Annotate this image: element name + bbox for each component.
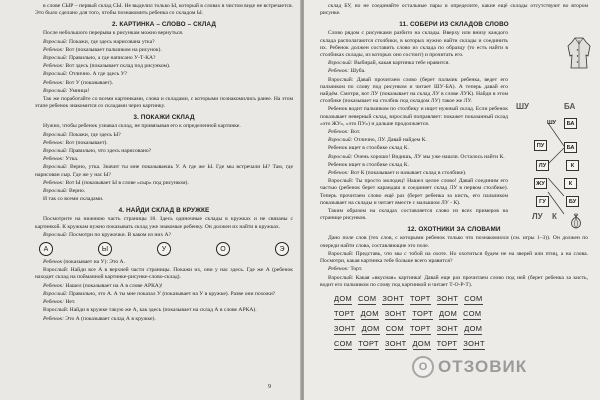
dialog-line <box>320 129 508 136</box>
speaker: Взрослый: <box>43 188 68 195</box>
section-12-intro: Дано поле слов (тех слов, с которыми ребенок только что познакомился (см. игры 1–3)). Он должен по очереди найти слова, составляющие это поле. <box>320 235 588 249</box>
word-syllable-bottom-left: ЛУ <box>532 212 543 222</box>
speaker: Взрослый: <box>328 137 353 144</box>
syllable-circle: О <box>216 242 230 256</box>
dialog-line <box>320 68 508 75</box>
dialog-line <box>35 88 293 95</box>
dialog-text: Отлично, ЛУ. Давай найдем К. <box>353 137 427 144</box>
syllable-diagram <box>506 104 590 232</box>
dialog-line <box>35 71 293 78</box>
dialog-text: Вот. <box>350 129 361 136</box>
word-syllable-left: ШУ <box>516 102 530 112</box>
speaker: Ребенок <box>43 259 63 266</box>
column-1-syllable: ЖУ <box>534 178 547 189</box>
word-item: ЗОНТ <box>384 308 407 318</box>
dialog-text: Шуба. <box>350 68 366 75</box>
dialog-text: Вот У (показывает). <box>65 79 114 86</box>
coat-column-syllable: БА <box>564 118 577 129</box>
word-item: ДОМ <box>439 308 458 318</box>
word-field <box>320 294 588 350</box>
dialog-text: Правильно, что здесь нарисовано? <box>68 148 152 155</box>
speaker: Взрослый: <box>43 71 68 78</box>
section-3-outro: И так со всеми складами. <box>43 196 104 203</box>
column-2-syllable: БУ <box>566 196 579 207</box>
word-item: СОМ <box>385 323 404 333</box>
word-item: ЗОНТ <box>436 323 459 333</box>
dialog-line <box>35 39 293 46</box>
dialog-text: Верно. <box>68 188 86 195</box>
column-2-syllable: БА <box>564 142 577 153</box>
dialog-text: Правильно, а где написано У-Т-КА? <box>68 55 156 62</box>
speaker: Взрослый: <box>43 148 68 155</box>
syllable-circle: Ы <box>98 242 112 256</box>
dialog-line <box>35 283 293 290</box>
dialog-line <box>35 47 293 54</box>
speaker: Взрослый: <box>43 131 68 138</box>
dialog-line <box>35 291 293 298</box>
word-item: ДОМ <box>334 293 353 303</box>
speaker: Взрослый: <box>43 87 68 94</box>
word-line <box>334 294 588 305</box>
dialog-text: Вот (показывает пальчиком на рисунок). <box>65 46 162 53</box>
onion-icon <box>568 212 584 230</box>
dialog-text: Выбирай, какая картинка тебе нравится. <box>353 60 450 67</box>
paragraph: Взрослый: Представь, что мы с тобой на охоте. Но охотиться будем не на зверей или птиц, а на слова. Посмотри, какая картинка тебе больше всего нравится? <box>320 250 588 265</box>
speaker: Ребенок: <box>43 179 64 186</box>
speaker: Ребенок: <box>43 79 64 86</box>
word-item: ЗОНТ <box>382 293 404 303</box>
dialog-line <box>320 170 508 177</box>
syllable-circle: Э <box>275 242 289 256</box>
speaker: Ребенок: <box>43 156 64 163</box>
dialog-line <box>35 299 293 306</box>
section-11-text <box>320 30 508 222</box>
dialog-text: Это А (показывает склад А в кружке). <box>65 315 156 322</box>
syllable-circle: У <box>157 242 171 256</box>
fur-coat-illustration <box>566 36 592 70</box>
speaker: Ребенок: <box>328 129 349 136</box>
word-item: ЗОНТ <box>463 338 485 348</box>
section-4-intro: Посмотрите на нижнюю часть страницы 18. Здесь одиночные склады в кружках и не связаны с картинкой. К кружкам нужно показывать склад уже знакомые ребенку. Он должен их найти в кружках. <box>35 216 293 230</box>
dialog-line <box>35 132 293 139</box>
paragraph: Таким образом на складах составляется слово из всех примеров на странице рисунков. <box>320 208 508 222</box>
speaker: Взрослый: <box>43 164 68 171</box>
dialog-text: Вот Ы (показывает Ы в слове «сыр» под рисунком). <box>65 179 189 186</box>
speaker: Взрослый: <box>43 38 68 45</box>
dialog-text: (показывает на У): Это А. <box>63 259 125 266</box>
dialog-line <box>320 266 588 273</box>
word-syllable-bottom-right: К <box>552 212 557 222</box>
right-page <box>304 0 600 400</box>
speaker: Ребенок: <box>43 63 64 70</box>
dialog-text: Торт. <box>350 266 363 273</box>
watermark-text: ОТЗОВИК <box>438 357 528 376</box>
dialog-text: Нет. <box>65 299 76 306</box>
word-item: СОМ <box>358 293 377 303</box>
word-item: ТОРТ <box>334 308 355 318</box>
dialog-line <box>35 156 293 163</box>
section-11-title: 11. СОБЕРИ ИЗ СКЛАДОВ СЛОВО <box>399 21 509 29</box>
paragraph: Взрослый: Найди в кружке такую же А, как здесь (показывает на склад А в слове АРКА). <box>43 307 257 314</box>
paragraph: Взрослый: Какая «вкусная» картинка! Давай еще раз прочитаем слово под ней (берет ребенка за кисть, водит его пальчиком по слову под картинкой и читает Т-О-Р-Т). <box>320 274 588 288</box>
column-1-syllable: ПУ <box>534 140 547 151</box>
column-2-syllable: К <box>564 178 577 189</box>
dialog-text: Верно, утка. Значит ты мне показываешь У. А где же Ы. Где мы встречали Ы? Там, где нарисован сыр. Где же у нас Ы? <box>35 164 293 178</box>
dialog-text: Вот (показывает). <box>65 139 108 146</box>
word-line <box>334 324 588 335</box>
dialog-line <box>35 316 293 323</box>
paragraph: Взрослый: Найди все А в верхней части страницы. Покажи их, они у нас здесь. Где же А (ребенок находит склад на пойманной картинке-рисунке-слово-склад). <box>35 267 293 281</box>
speaker: Ребенок: <box>43 282 64 289</box>
word-item: ТОРТ <box>410 293 431 303</box>
word-item: ТОРТ <box>436 338 458 348</box>
section-4-title: 4. НАЙДИ СКЛАД В КРУЖКЕ <box>118 207 210 215</box>
dialog-text: Умница! <box>68 87 90 94</box>
word-item: СОМ <box>463 308 482 318</box>
dialog-line <box>35 180 293 187</box>
section-2-outro: Так же поработайте со всеми картинками, слова и складами, с которыми познакомились ранее. На этом этапе ребенок знакомится со складами через картинку. <box>35 96 293 110</box>
section-2-title: 2. КАРТИНКА – СЛОВО – СКЛАД <box>111 21 217 29</box>
dialog-line <box>35 232 293 239</box>
dialog-line <box>35 55 293 62</box>
word-item: СОМ <box>464 293 483 303</box>
column-1-syllable: ЛУ <box>536 160 549 171</box>
dialog-line <box>320 60 508 67</box>
dialog-text: Очень хорошо! Видишь, ЛУ мы уже нашли. Осталось найти К. <box>353 153 505 160</box>
speaker: Взрослый: <box>328 153 353 160</box>
section-3-title: 3. ПОКАЖИ СКЛАД <box>133 114 195 122</box>
dialog-line <box>35 63 293 70</box>
dialog-line <box>35 80 293 87</box>
word-item: ЗОНТ <box>384 338 407 348</box>
speaker: Взрослый: <box>43 55 68 62</box>
dialog-line <box>35 140 293 147</box>
paragraph: Ребенок ищет в столбике склад К. <box>328 161 409 168</box>
word-item: ДОМ <box>361 323 380 333</box>
speaker: Ребенок: <box>328 170 349 177</box>
dialog-line <box>35 188 293 195</box>
otzovik-logo-icon: О <box>412 356 434 378</box>
dialog-text: Вот здесь (показывает склад под рисунком). <box>65 63 171 70</box>
section-11-intro: Слово рядом с рисунками разбито на склады. Вверху или внизу каждого склада располагаются столбики, в которых нужно найти склады и соединить их. Ребенок должен составить слово из склада по образцу (то есть найти в столбиках склады, из которых оно состоит) и прочитать его. <box>320 30 508 59</box>
otzovik-watermark <box>412 356 527 378</box>
section-2-intro: После небольшого перерыва к рисункам можно вернуться. <box>43 30 184 37</box>
dialog-text: Утка. <box>65 156 79 163</box>
dialog-text: Нашел (показывает на А в слове АРКА)! <box>65 282 163 289</box>
speaker: Ребенок: <box>43 46 64 53</box>
speaker: Ребенок: <box>328 266 349 273</box>
word-item: СОМ <box>334 338 353 348</box>
word-item: ДОМ <box>464 323 483 333</box>
paragraph: Ребенок ищет в столбике склад К. <box>328 145 409 152</box>
coat-column-syllable: ШУ <box>546 119 557 126</box>
paragraph: Ребенок водит пальчиком по столбику и ищет нужный склад. Если ребенок показывает неверный склад, взрослый поправляет: покажет показанный склад «это ЖУ», «это ПУ») и дальше продолжается. <box>320 106 508 127</box>
syllable-circle: А <box>39 242 53 256</box>
dialog-line <box>35 148 293 155</box>
intro-paragraph: склад БУ, но не соединяйте остальные пары и определите, какие ещё склады отсутствуют во втором рисунке. <box>320 3 588 17</box>
word-item: ТОРТ <box>358 338 379 348</box>
section-12-title: 12. ОХОТНИКИ ЗА СЛОВАМИ <box>407 226 501 234</box>
word-item: ЗОНТ <box>436 293 459 303</box>
word-item: ДОМ <box>412 338 431 348</box>
speaker: Ребенок: <box>328 68 349 75</box>
column-1-syllable: ГУ <box>536 196 549 207</box>
dialog-text: Вот К (показывает и называет склад в столбике). <box>350 170 467 177</box>
word-item: ДОМ <box>360 308 379 318</box>
dialog-line <box>35 259 293 266</box>
paragraph: Взрослый: Ты просто молодец! Нашел целое слово! Давай соединим его частью (ребенок берет карандаш и соединяет склад ЛУ в первом столбике). Теперь прочитаем слово ещё раз (берет ребенка за кисть, его пальчиком показывает на склады и читает вместе с малышом ЛУ - К). <box>320 178 508 206</box>
speaker: Ребенок: <box>43 299 64 306</box>
speaker: Взрослый: <box>328 60 353 67</box>
dialog-line <box>320 137 508 144</box>
word-line <box>334 339 588 350</box>
dialog-text: Покажи, где здесь нарисована утка? <box>68 38 155 45</box>
dialog-line <box>35 164 293 178</box>
word-syllable-right: БА <box>564 102 576 112</box>
speaker: Ребенок: <box>43 139 64 146</box>
word-item: ТОРТ <box>410 323 431 333</box>
word-item: ТОРТ <box>412 308 434 318</box>
dialog-text: Отлично. А где здесь У? <box>68 71 128 78</box>
word-line <box>334 309 588 320</box>
intro-paragraph: в слове СЫР – первый склад СЫ. Не выделил только Ы, который в словах в чистом виде не встречается. Это было сделано для того, чтобы познакомить ребенка со складом Ы. <box>35 3 293 17</box>
column-2-syllable: К <box>566 160 579 171</box>
dialog-text: Правильно, это А. А ты мне показал У (показывает на У в кружке). Разве они похожи? <box>68 290 276 297</box>
speaker: Взрослый: <box>43 290 68 297</box>
dialog-text: Посмотри по кружочки. В каком из них А? <box>68 231 172 238</box>
section-3-intro: Нужно, чтобы ребенок узнавал склад, не привязывая его к определенной картинке. <box>43 123 241 130</box>
page-number: 9 <box>268 384 271 390</box>
speaker: Взрослый: <box>43 231 68 238</box>
syllable-circles <box>39 242 289 256</box>
dialog-text: Покажи, где здесь Ы? <box>68 131 121 138</box>
speaker: Ребенок: <box>43 315 64 322</box>
paragraph: Взрослый: Давай прочитаем слово (берет пальчик ребенка, ведет его пальчиком по слову под рисунком и читает ШУ-БА). А теперь давай его найдём. Смотри, вот ЛУ (показывает на склад ЛУ в слове ЛУК). Найди в этом столбике (показывает на столбик под складом ЛУ) такое же ЛУ. <box>320 76 508 105</box>
dialog-line <box>320 154 508 161</box>
word-item: ЗОНТ <box>334 323 356 333</box>
